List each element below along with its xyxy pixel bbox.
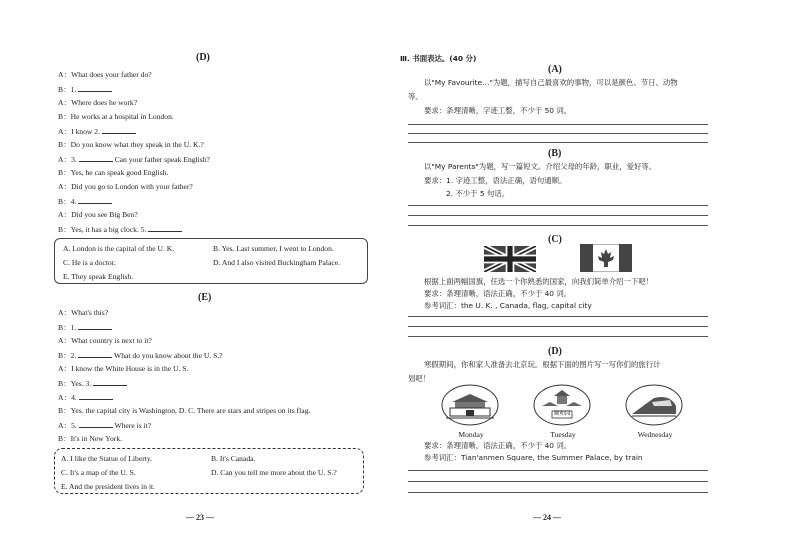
- option: D. And I also visited Buckingham Palace.: [213, 258, 340, 267]
- dialog-line: A：4.: [58, 392, 113, 403]
- day-caption: Wednesday: [637, 430, 673, 439]
- vocab-hint: 参考词汇：the U. K. , Canada, flag, capital city: [424, 301, 592, 310]
- dialog-line: B：Yes, he can speak good English.: [58, 168, 169, 177]
- writing-line[interactable]: [408, 225, 708, 226]
- writing-line[interactable]: [408, 492, 708, 493]
- answer-blank[interactable]: [79, 154, 113, 162]
- option: C. He is a doctor.: [63, 258, 116, 267]
- dialog-line: B：Yes. the capital city is Washington, D. C. There are stars and stripes on its flag.: [58, 406, 311, 415]
- task-text: 寒假期间，你和家人准备去北京玩。根据下面的图片写一写你们的旅行计: [424, 360, 661, 369]
- options-box-d: [54, 238, 368, 284]
- answer-blank[interactable]: [79, 420, 113, 428]
- canada-flag-icon: [580, 244, 632, 272]
- dialog-line: A：3. Can your father speak English?: [58, 155, 210, 164]
- dialog-line: B：1.: [58, 322, 112, 333]
- answer-blank[interactable]: [78, 196, 112, 204]
- dialog-line: A：I know 2.: [58, 126, 136, 137]
- dialog-line: B：It's in New York.: [58, 434, 123, 443]
- section-e-title: (E): [198, 292, 212, 303]
- dialog-line: B：1.: [58, 84, 112, 95]
- summer-palace-picture-icon: [532, 384, 592, 426]
- uk-flag-icon: [484, 246, 536, 272]
- task-text: 以"My Parents"为题，写一篇短文。介绍父母的年龄，职业，爱好等。: [424, 162, 657, 171]
- answer-blank[interactable]: [102, 126, 136, 134]
- dialog-line: A：Did you see Big Ben?: [58, 210, 138, 219]
- writing-line[interactable]: [408, 205, 708, 206]
- dialog-line: A：I know the White House is in the U. S.: [58, 364, 189, 373]
- task-requirement: 2. 不少于 5 句话。: [446, 189, 510, 198]
- options-box-e: [54, 448, 364, 494]
- dialog-line: B：He works at a hospital in London.: [58, 112, 174, 121]
- writing-line[interactable]: [408, 124, 708, 125]
- writing-line[interactable]: [408, 336, 708, 337]
- option: A. I like the Statue of Liberty.: [61, 454, 153, 463]
- option: B. Yes. Last summer, I went to London.: [213, 244, 334, 253]
- writing-line[interactable]: [408, 326, 708, 327]
- dialog-line: A：Did you go to London with your father?: [58, 182, 193, 191]
- task-text: 根据上面两幅国旗，任选一个你熟悉的国家，向我们简单介绍一下吧！: [424, 277, 654, 286]
- dialog-line: B：Yes. 3.: [58, 378, 127, 389]
- day-caption: Monday: [458, 430, 484, 439]
- tiananmen-picture-icon: [440, 384, 500, 426]
- option: D. Can you tell me more about the U. S.?: [211, 468, 337, 477]
- answer-blank[interactable]: [78, 350, 112, 358]
- option: E. They speak English.: [63, 272, 134, 281]
- task-text: 等。: [408, 92, 423, 101]
- task-requirement: 要求：条理清晰，字迹工整，不少于 50 词。: [424, 106, 572, 115]
- answer-blank[interactable]: [93, 378, 127, 386]
- task-text: 以"My Favourite…"为题，描写自己最喜欢的事物，可以是颜色、节日、动物: [424, 78, 678, 87]
- dialog-line: A：Where does he work?: [58, 98, 138, 107]
- section-c-title: (C): [548, 234, 562, 245]
- section-d-title-right: (D): [548, 346, 562, 357]
- task-requirement: 要求：条理清晰，语法正确，不少于 40 词。: [424, 441, 572, 450]
- task-requirement: 要求：1. 字迹工整，语法正确，语句通顺。: [424, 176, 567, 185]
- dialog-line: B：2. What do you know about the U. S.?: [58, 351, 223, 360]
- dialog-line: A：What's this?: [58, 308, 109, 317]
- writing-line[interactable]: [408, 215, 708, 216]
- section-a-title: (A): [548, 64, 562, 75]
- page-number-right: — 24 —: [533, 513, 561, 522]
- train-picture-icon: [624, 384, 684, 426]
- answer-blank[interactable]: [78, 84, 112, 92]
- answer-blank[interactable]: [148, 224, 182, 232]
- option: E. And the president lives in it.: [61, 482, 156, 491]
- writing-line[interactable]: [408, 133, 708, 134]
- writing-line[interactable]: [408, 481, 708, 482]
- dialog-line: B：4.: [58, 196, 112, 207]
- option: A. London is the capital of the U. K.: [63, 244, 175, 253]
- day-caption: Tuesday: [550, 430, 576, 439]
- writing-line[interactable]: [408, 470, 708, 471]
- task-requirement: 要求：条理清晰，语法正确，不少于 40 词。: [424, 289, 572, 298]
- dialog-line: A：What country is next to it?: [58, 336, 152, 345]
- dialog-line: A：What does your father do?: [58, 70, 152, 79]
- option: C. It's a map of the U. S.: [61, 468, 136, 477]
- writing-line[interactable]: [408, 316, 708, 317]
- option: B. It's Canada.: [211, 454, 256, 463]
- section-b-title: (B): [548, 148, 562, 159]
- dialog-line: B：Do you know what they speak in the U. K.?: [58, 140, 204, 149]
- section-d-title: (D): [196, 52, 210, 63]
- dialog-line: B：Yes, it has a big clock. 5.: [58, 224, 182, 235]
- page-number-left: — 23 —: [186, 513, 214, 522]
- dialog-line: A：5. Where is it?: [58, 421, 152, 430]
- answer-blank[interactable]: [79, 392, 113, 400]
- writing-line[interactable]: [408, 142, 708, 143]
- vocab-hint: 参考词汇：Tian'anmen Square, the Summer Palace, by train: [424, 453, 643, 462]
- task-text: 划吧！: [408, 374, 431, 383]
- summer-palace-label: 颐和园: [554, 411, 571, 417]
- writing-heading: Ⅲ. 书面表达。(40 分): [400, 54, 477, 63]
- answer-blank[interactable]: [78, 322, 112, 330]
